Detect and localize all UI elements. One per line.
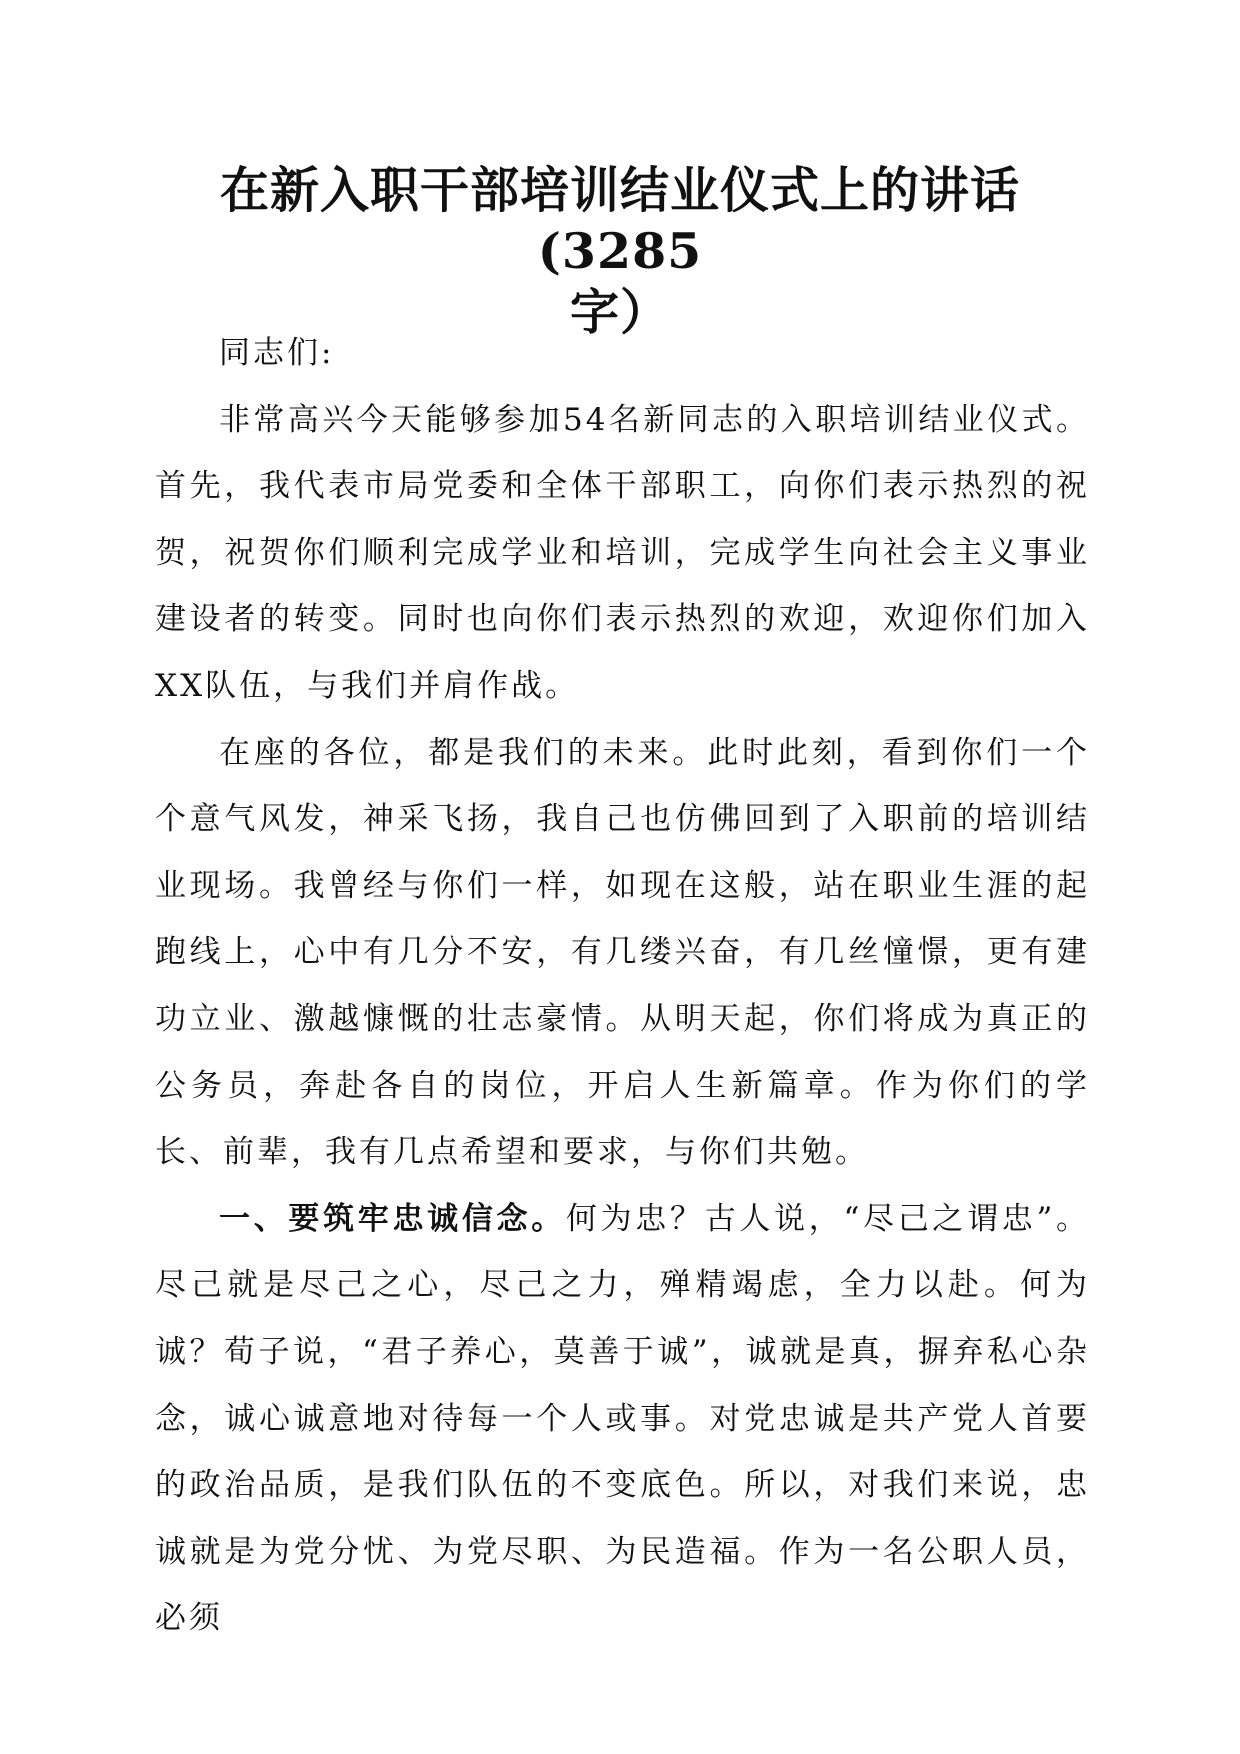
paragraph-reflection: 在座的各位，都是我们的未来。此时此刻，看到你们一个个意气风发，神采飞扬，我自己也仿佛回到了入职前的培训结业现场。我曾经与你们一样，如现在这般，站在职业生涯的起跑线上，心中有几分不安，有几缕兴奋，有几丝憧憬，更有建功立业、激越慷慨的壮志豪情。从明天起，你们将成为真正的公务员，奔赴各自的岗位，开启人生新篇章。作为你们的学长、前辈，我有几点希望和要求，与你们共勉。 [155, 734, 1090, 1171]
title-line-2: 字） [569, 283, 670, 341]
salutation [155, 320, 1090, 387]
document-body [155, 320, 1090, 1652]
title-line-1: 在新入职干部培训结业仪式上的讲话(3285 [219, 161, 1020, 280]
salutation-text: 同志们: [219, 335, 335, 371]
section-1-text: 何为忠？古人说，“尽己之谓忠”。尽己就是尽己之心，尽己之力，殚精竭虑，全力以赴。何为诚？荀子说，“君子养心，莫善于诚”，诚就是真，摒弃私心杂念，诚心诚意地对待每一个人或事。对党忠诚是共产党人首要的政治品质，是我们队伍的不变底色。所以，对我们来说，忠诚就是为党分忧、为党尽职、为民造福。作为一名公职人员，必须 [155, 1200, 1090, 1637]
section-1-heading: 一、要筑牢忠诚信念。 [219, 1200, 566, 1237]
paragraph-section-1 [155, 1186, 1090, 1652]
paragraph-opening: 非常高兴今天能够参加54名新同志的入职培训结业仪式。首先，我代表市局党委和全体干部职工，向你们表示热烈的祝贺，祝贺你们顺利完成学业和培训，完成学生向社会主义事业建设者的转变。同时也向你们表示热烈的欢迎，欢迎你们加入XX队伍，与我们并肩作战。 [155, 401, 1090, 704]
document-title [150, 160, 1090, 343]
